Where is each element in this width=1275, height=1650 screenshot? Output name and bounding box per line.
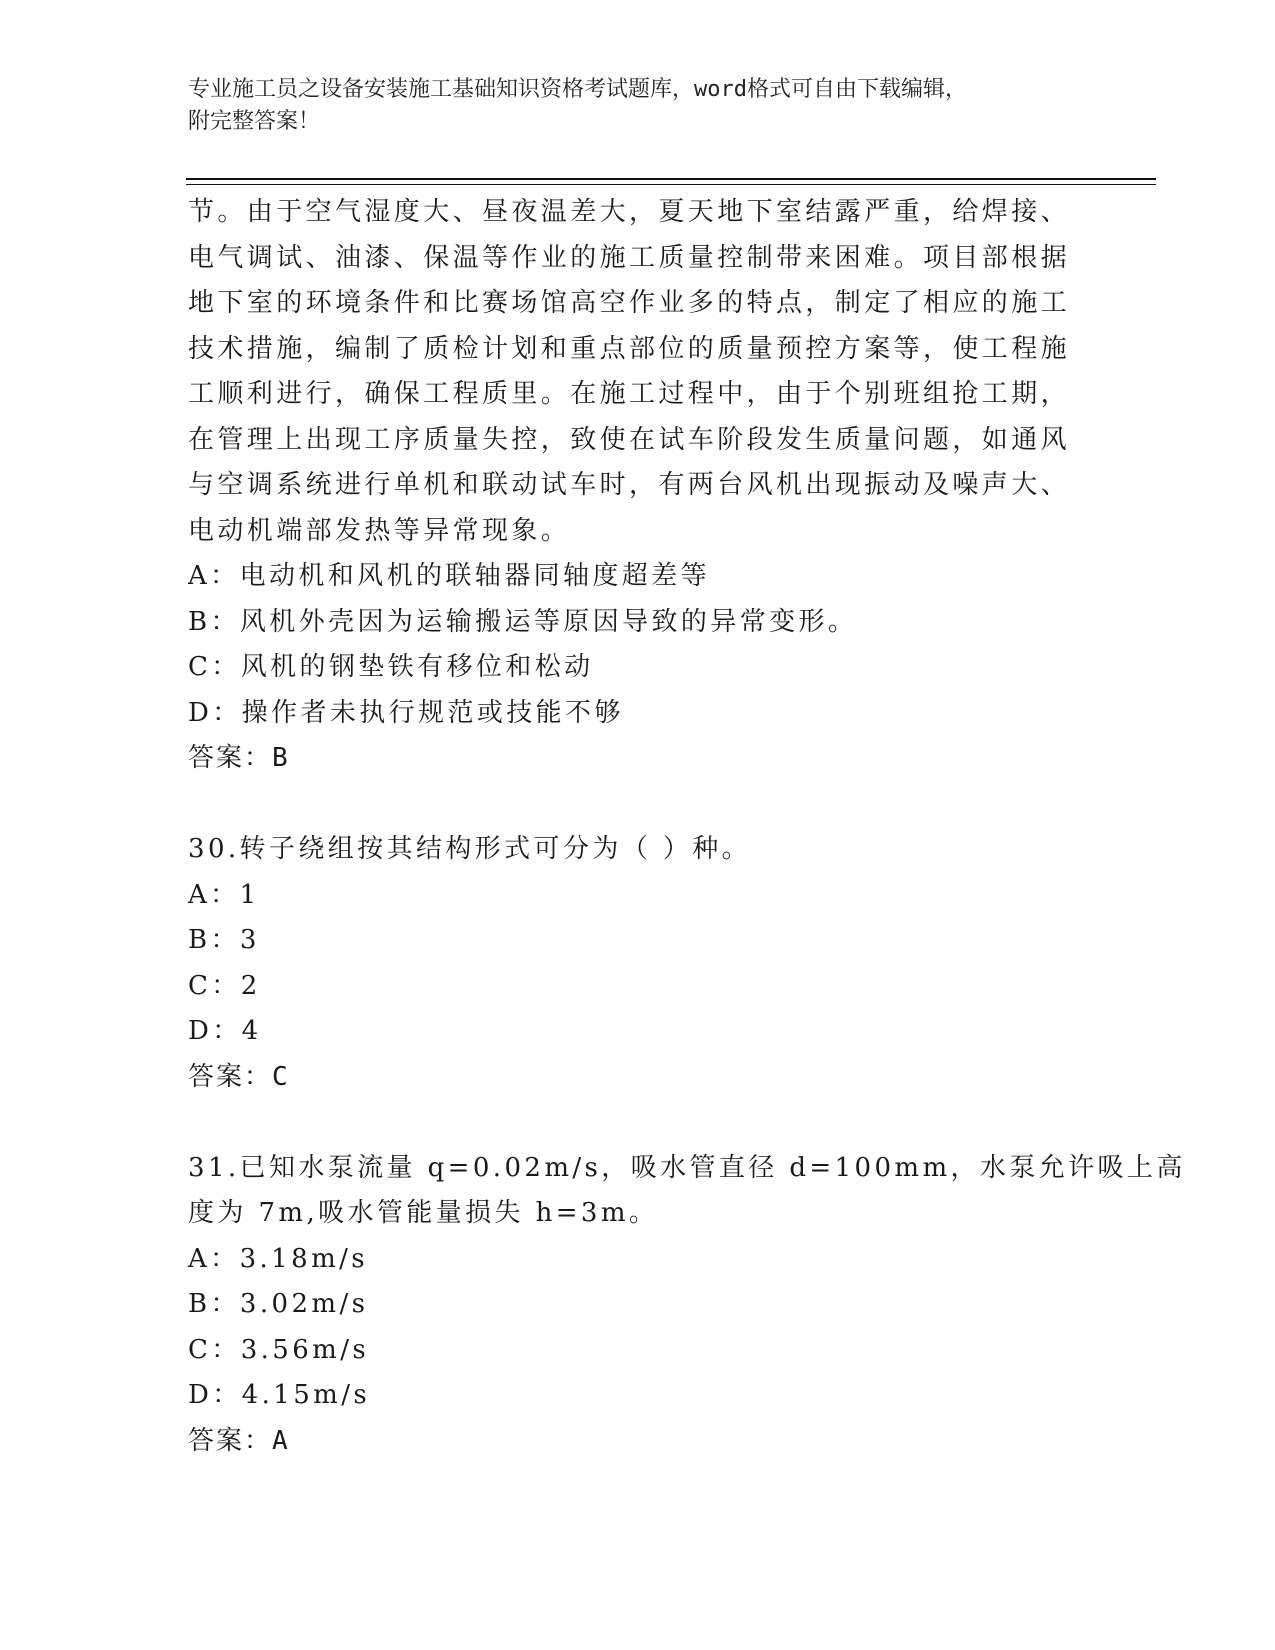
header-divider-thin	[186, 184, 1156, 185]
question-stem-line: 地下室的环境条件和比赛场馆高空作业多的特点，制定了相应的施工	[188, 288, 1071, 318]
question-content	[188, 190, 1186, 1464]
option-d: D：4	[188, 1016, 262, 1046]
question-29	[188, 190, 1088, 782]
question-stem-line: 与空调系统进行单机和联动试车时，有两台风机出现振动及噪声大、	[188, 470, 1071, 500]
answer: 答案：A	[188, 1425, 290, 1456]
header-line-1: 专业施工员之设备安装施工基础知识资格考试题库，word格式可自由下载编辑，	[188, 77, 967, 102]
header-divider-thick	[186, 178, 1156, 180]
question-stem-line: 度为 7m,吸水管能量损失 h=3m。	[188, 1198, 659, 1228]
option-c: C：2	[188, 970, 261, 1001]
question-stem-line: 30.转子绕组按其结构形式可分为（ ）种。	[188, 834, 752, 864]
question-stem-line: 31.已知水泵流量 q=0.02m/s，吸水管直径 d=100mm，水泵允许吸上高	[188, 1152, 1186, 1183]
option-b: B：3	[188, 925, 260, 955]
spacer	[188, 782, 1088, 828]
question-30	[188, 827, 1088, 1100]
question-stem-line: 节。由于空气湿度大、昼夜温差大，夏天地下室结露严重，给焊接、	[188, 197, 1071, 227]
question-31	[188, 1146, 1186, 1465]
option-b: B：风机外壳因为运输搬运等原因导致的异常变形。	[188, 606, 858, 637]
answer: 答案：B	[188, 743, 290, 773]
option-b: B：3.02m/s	[188, 1289, 369, 1319]
header-line-2: 附完整答案！	[188, 109, 321, 134]
option-c: C：3.56m/s	[188, 1334, 370, 1365]
option-d: D：操作者未执行规范或技能不够	[188, 697, 624, 728]
option-c: C：风机的钢垫铁有移位和松动	[188, 652, 594, 682]
question-stem-line: 工顺利进行，确保工程质里。在施工过程中，由于个别班组抢工期，	[188, 379, 1071, 409]
document-header	[188, 74, 1068, 138]
option-a: A：电动机和风机的联轴器同轴度超差等	[188, 561, 710, 591]
question-stem-line: 电动机端部发热等异常现象。	[188, 515, 571, 546]
option-a: A：3.18m/s	[188, 1243, 369, 1274]
option-d: D：4.15m/s	[188, 1380, 371, 1410]
question-stem-line: 电气调试、油漆、保温等作业的施工质量控制带来困难。项目部根据	[188, 242, 1071, 273]
question-stem-line: 在管理上出现工序质量失控，致使在试车阶段发生质量问题，如通风	[188, 424, 1071, 455]
answer: 答案：C	[188, 1061, 290, 1092]
option-a: A：1	[188, 879, 260, 910]
spacer	[188, 1100, 1088, 1146]
question-stem-line: 技术措施，编制了质检计划和重点部位的质量预控方案等，使工程施	[188, 333, 1071, 364]
